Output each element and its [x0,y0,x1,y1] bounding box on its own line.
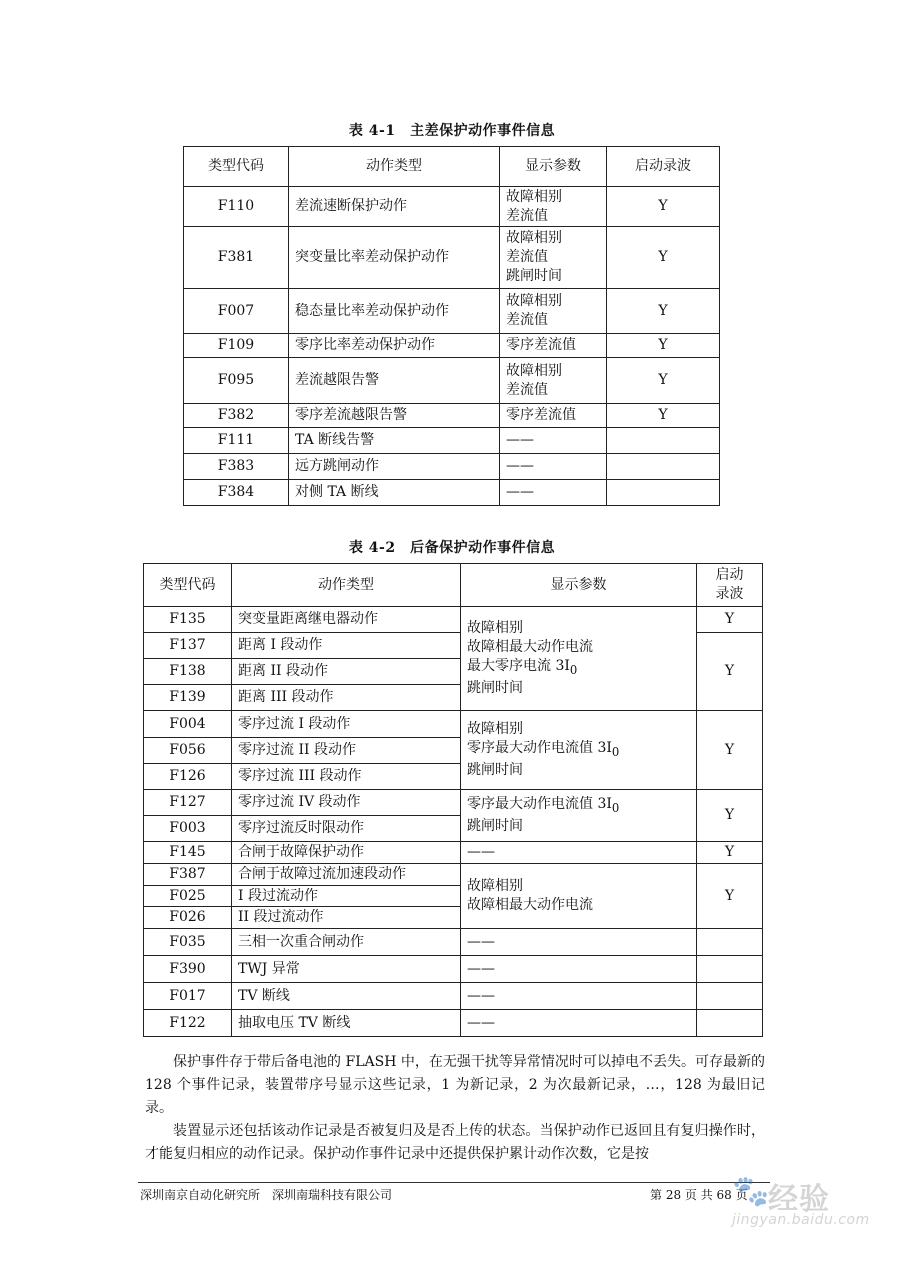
table-row [144,929,763,956]
cell-params [461,607,697,711]
cell-params [500,454,607,480]
cell-params [461,711,697,790]
cell-params [500,187,607,227]
cell-params [461,790,697,842]
cell-wave: Y [607,187,720,227]
cell-code: F390 [144,956,232,983]
cell-type: 差流越限告警 [289,358,500,404]
param-text: 故障相别 [467,720,523,737]
param-line: —— [506,484,534,500]
cell-wave [697,956,763,983]
cell-wave: Y [607,334,720,358]
cell-code: F095 [184,358,289,404]
param-line [467,720,690,739]
cell-code: F056 [144,738,232,764]
cell-type: 合闸于故障保护动作 [232,842,461,864]
cell-type: II 段过流动作 [232,907,461,929]
header-type: 动作类型 [289,147,500,187]
cell-wave: Y [607,227,720,289]
param-text: 故障相最大动作电流 [467,897,593,913]
cell-type: 远方跳闸动作 [289,454,500,480]
param-line [467,877,690,896]
cell-code: F035 [144,929,232,956]
cell-wave: Y [607,404,720,428]
cell-params [461,983,697,1010]
param-text: 故障相最大动作电流 [467,638,593,655]
cell-wave [697,1010,763,1037]
cell-type: TWJ 异常 [232,956,461,983]
cell-type: 距离 II 段动作 [232,659,461,685]
table-row [144,842,763,864]
cell-params [461,956,697,983]
cell-code: F110 [184,187,289,227]
cell-code: F138 [144,659,232,685]
param-line [467,987,690,1006]
cell-type: 零序差流越限告警 [289,404,500,428]
table-row [144,956,763,983]
cell-code: F017 [144,983,232,1010]
cell-wave: Y [607,289,720,334]
param-line: 故障相别 [506,362,562,379]
param-subscript: 0 [611,800,620,815]
cell-type: 三相一次重合闸动作 [232,929,461,956]
cell-code: F137 [144,633,232,659]
table-row [144,790,763,816]
table-row [144,1010,763,1037]
header-wave: 启动 录波 [697,564,763,607]
cell-type: 对侧 TA 断线 [289,480,500,506]
cell-wave [697,929,763,956]
param-text: 零序最大动作电流值 3I [467,739,612,756]
cell-type: 零序比率差动保护动作 [289,334,500,358]
param-line [467,657,690,680]
cell-params [500,358,607,404]
header-code: 类型代码 [184,147,289,187]
watermark-url: jingyan.baidu.com [732,1212,870,1228]
cell-params [461,864,697,929]
param-line: —— [506,458,534,474]
header-type: 动作类型 [232,564,461,607]
param-text: 零序最大动作电流值 3I [467,795,612,812]
param-line: 零序差流值 [506,337,576,353]
table-row [184,334,720,358]
param-text: —— [467,933,495,950]
cell-type: 零序过流反时限动作 [232,816,461,842]
param-text: —— [467,960,495,977]
table-row [184,358,720,404]
cell-wave [607,454,720,480]
cell-code: F145 [144,842,232,864]
param-line: 差流值 [506,249,548,265]
cell-type: 稳态量比率差动保护动作 [289,289,500,334]
paragraph-event-storage: 保护事件存于带后备电池的 FLASH 中，在无强干扰等异常情况时可以掉电不丢失。可存最新的 128 个事件记录，装置带序号显示这些记录，1 为新记录，2 为次最新记录，…，128 为最旧记录。 [145,1054,765,1116]
param-line [467,739,690,762]
cell-type: 抽取电压 TV 断线 [232,1010,461,1037]
cell-code: F382 [184,404,289,428]
param-text: —— [467,844,495,860]
cell-code: F135 [144,607,232,633]
cell-params [461,842,697,864]
cell-params [500,480,607,506]
param-line [467,843,690,862]
table1-caption: 表 4-1 主差保护动作事件信息 [348,123,556,139]
param-line: 差流值 [506,381,548,398]
cell-type: I 段过流动作 [232,886,461,907]
param-line: 故障相别 [506,293,562,309]
cell-type: 零序过流 II 段动作 [232,738,461,764]
param-subscript: 0 [569,662,578,677]
cell-type: 合闸于故障过流加速段动作 [232,864,461,886]
watermark-brand: 经验 [768,1182,830,1217]
cell-wave [607,480,720,506]
header-params: 显示参数 [500,147,607,187]
cell-params [461,929,697,956]
param-line: 故障相别 [506,188,562,205]
cell-wave: Y [607,358,720,404]
cell-type: TV 断线 [232,983,461,1010]
cell-params [461,1010,697,1037]
table2 [143,563,763,1037]
cell-type: 突变量比率差动保护动作 [289,227,500,289]
table1 [183,146,720,506]
param-line: 差流值 [506,207,548,224]
cell-wave: Y [697,790,763,842]
cell-code: F383 [184,454,289,480]
cell-wave: Y [697,842,763,864]
cell-params [500,428,607,454]
param-text: 跳闸时间 [467,680,523,697]
cell-type: 距离 III 段动作 [232,685,461,711]
param-line: 差流值 [506,312,548,328]
table-row [184,428,720,454]
param-line [467,619,690,638]
cell-wave [607,428,720,454]
paw-icon: 🐾 [732,1174,770,1209]
param-line [467,896,690,915]
cell-code: F111 [184,428,289,454]
param-text: —— [467,987,495,1004]
cell-code: F003 [144,816,232,842]
paragraph-reset-status: 装置显示还包括该动作记录是否被复归及是否上传的状态。当保护动作已返回且有复归操作时，才能复归相应的动作记录。保护动作事件记录中还提供保护累计动作次数，它是按 [145,1123,765,1162]
table-row [144,607,763,633]
cell-code: F026 [144,907,232,929]
param-line [467,1014,690,1033]
param-line [467,679,690,698]
cell-params [500,289,607,334]
param-line: —— [506,432,534,448]
table-row [184,480,720,506]
cell-wave: Y [697,864,763,929]
param-line [467,817,690,836]
cell-code: F122 [144,1010,232,1037]
cell-code: F126 [144,764,232,790]
cell-code: F025 [144,886,232,907]
table-row [144,711,763,738]
param-text: 跳闸时间 [467,762,523,779]
cell-wave [697,983,763,1010]
cell-code: F007 [184,289,289,334]
cell-type: TA 断线告警 [289,428,500,454]
header-code: 类型代码 [144,564,232,607]
table-row [184,454,720,480]
table2-caption: 表 4-2 后备保护动作事件信息 [348,540,556,556]
param-line: 跳闸时间 [506,268,562,284]
cell-wave: Y [697,711,763,790]
cell-code: F127 [144,790,232,816]
param-text: 跳闸时间 [467,818,523,835]
cell-params [500,404,607,428]
cell-params [500,334,607,358]
table-row [184,187,720,227]
table-row [184,289,720,334]
param-text: —— [467,1014,495,1031]
cell-code: F381 [184,227,289,289]
table-row [144,983,763,1010]
footer-company: 深圳南京自动化研究所 深圳南瑞科技有限公司 [140,1188,393,1202]
param-line [467,960,690,979]
param-line: 零序差流值 [506,407,576,423]
footer-rule [138,1182,770,1183]
cell-params [500,227,607,289]
cell-type: 零序过流 I 段动作 [232,711,461,738]
cell-type: 零序过流 IV 段动作 [232,790,461,816]
param-line [467,933,690,952]
cell-code: F139 [144,685,232,711]
param-subscript: 0 [611,744,620,759]
header-wave: 启动录波 [607,147,720,187]
table-row [144,864,763,886]
param-line [467,795,690,818]
param-text: 最大零序电流 3I [467,657,570,674]
table-row [184,227,720,289]
watermark [732,1168,902,1238]
cell-type: 零序过流 III 段动作 [232,764,461,790]
cell-wave: Y [697,633,763,711]
table-row [184,404,720,428]
footer-page-number: 第 28 页 共 68 页 [650,1188,748,1202]
cell-code: F384 [184,480,289,506]
cell-type: 距离 I 段动作 [232,633,461,659]
cell-wave: Y [697,607,763,633]
param-text: 故障相别 [467,878,523,894]
cell-code: F109 [184,334,289,358]
cell-code: F004 [144,711,232,738]
param-line: 故障相别 [506,230,562,246]
cell-type: 差流速断保护动作 [289,187,500,227]
cell-type: 突变量距离继电器动作 [232,607,461,633]
header-params: 显示参数 [461,564,697,607]
param-text: 故障相别 [467,619,523,636]
param-line [467,638,690,657]
cell-code: F387 [144,864,232,886]
param-line [467,761,690,780]
